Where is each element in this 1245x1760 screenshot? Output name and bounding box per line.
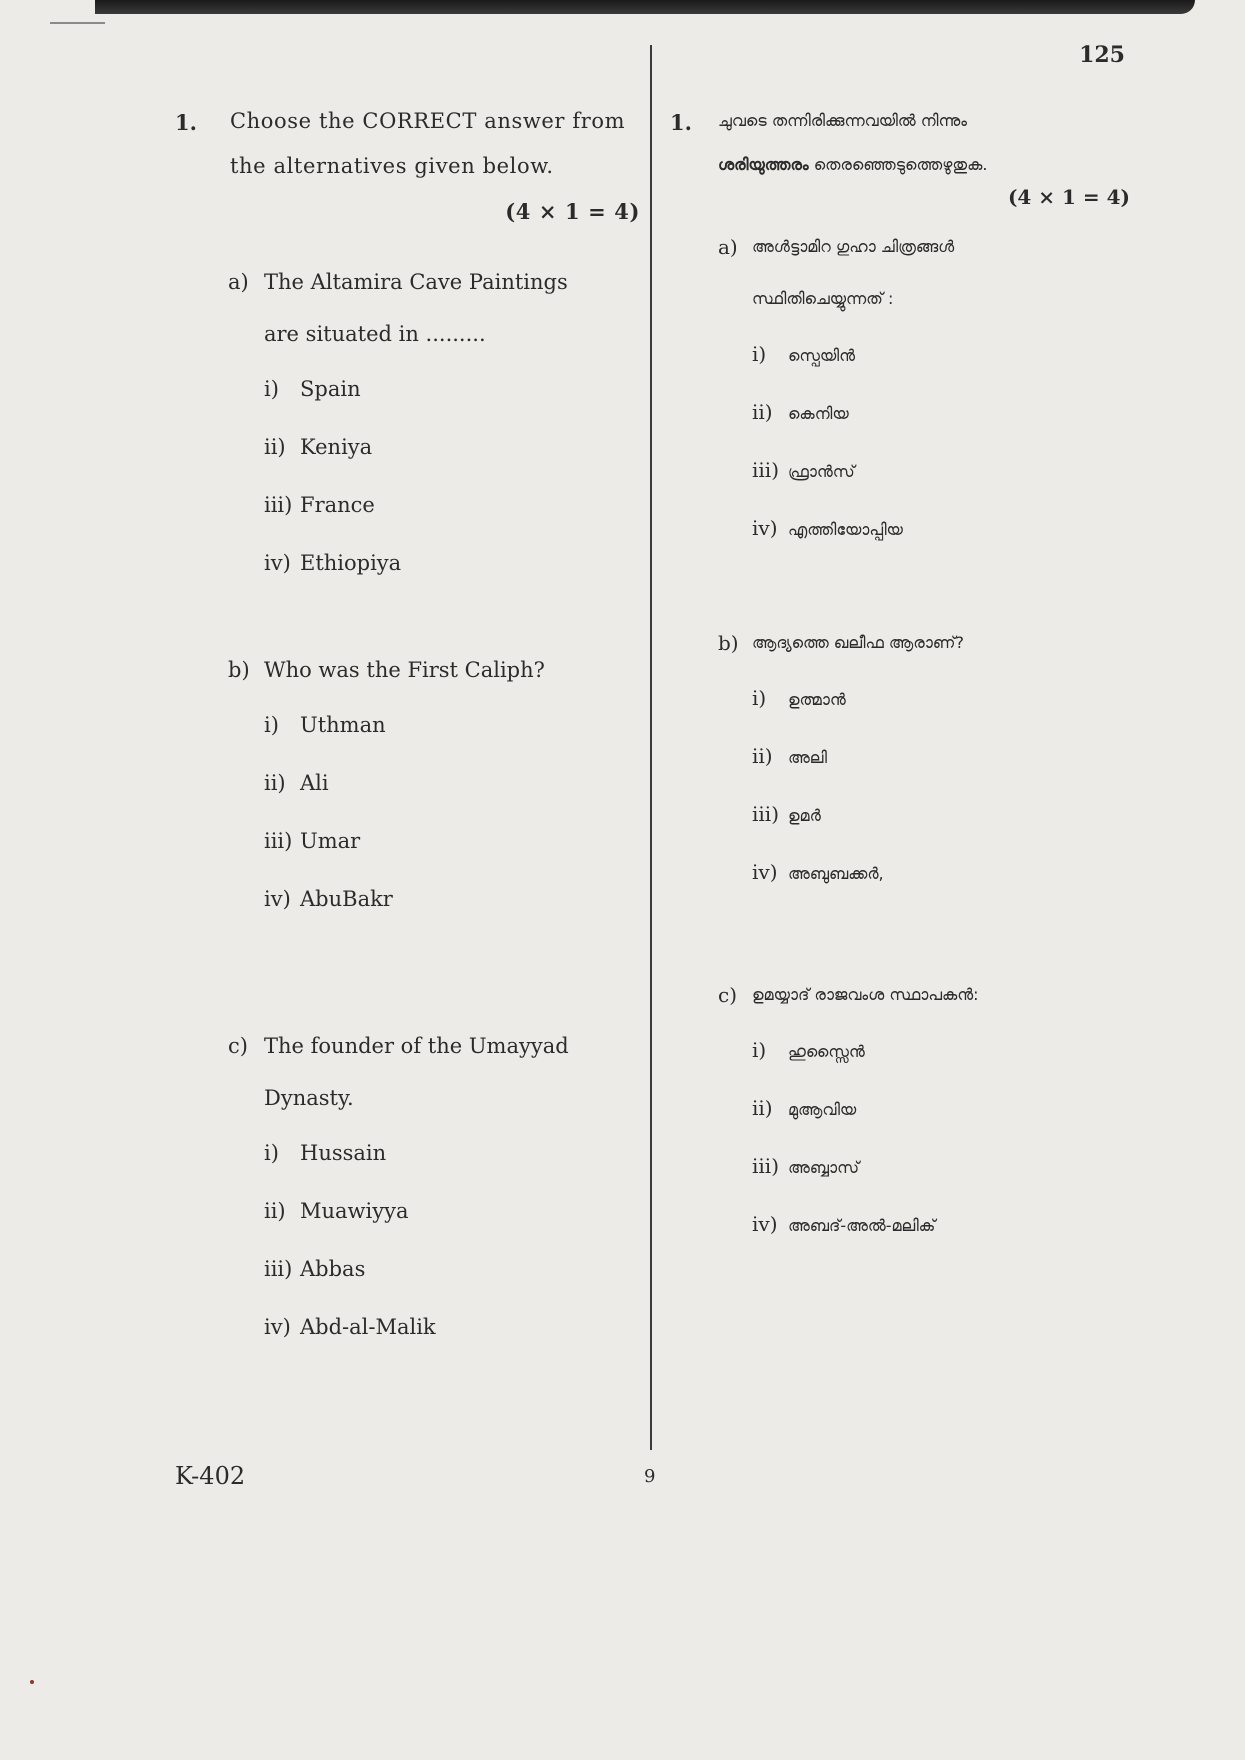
option-label: iii) <box>752 1154 779 1178</box>
sub-question-text <box>228 256 640 360</box>
sub-line-2: Dynasty. <box>264 1086 354 1110</box>
option <box>264 1124 640 1182</box>
footer-page-number: 9 <box>644 1466 656 1487</box>
option-text: അബ്ബാസ് <box>788 1158 860 1177</box>
option-text: ഫ്രാൻസ് <box>788 462 855 481</box>
option-label: iv) <box>264 551 291 575</box>
sub-question-text <box>228 644 640 696</box>
option <box>264 812 640 870</box>
option <box>264 476 640 534</box>
option-label: i) <box>752 342 767 366</box>
option-text: എത്തിയോപ്പിയ <box>788 520 903 539</box>
sub-line-1: Who was the First Caliph? <box>264 658 545 682</box>
option-label: iv) <box>264 1315 291 1339</box>
option <box>264 1298 640 1356</box>
option-text: അബദ്-അൽ-മലിക് <box>788 1216 936 1235</box>
option <box>264 1182 640 1240</box>
option-text: France <box>300 493 375 517</box>
column-divider <box>650 45 652 1450</box>
sub-label: c) <box>718 983 738 1007</box>
option-label: i) <box>264 1141 279 1165</box>
question-1-header <box>175 110 640 234</box>
sub-question-b-ml <box>718 617 1130 901</box>
option-label: iv) <box>752 516 778 540</box>
sub-question-text <box>228 1020 640 1124</box>
sub-label: b) <box>228 658 250 682</box>
option-text: ഹുസ്സൈൻ <box>788 1042 865 1061</box>
sub-line-1: ഉമയ്യാദ് രാജവംശ സ്ഥാപകൻ: <box>752 985 979 1004</box>
option-label: iv) <box>752 860 778 884</box>
sub-line-1: അൾട്ടാമിറ ഗുഹാ ചിത്രങ്ങൾ <box>752 237 955 256</box>
option-text: Abd-al-Malik <box>300 1315 436 1339</box>
option <box>752 727 1130 785</box>
option-label: iv) <box>752 1212 778 1236</box>
option-label: iii) <box>264 1257 293 1281</box>
scan-speck <box>30 1680 34 1684</box>
marks-label: (4 × 1 = 4) <box>1007 185 1130 209</box>
option-text: Abbas <box>300 1257 366 1281</box>
option-label: i) <box>752 686 767 710</box>
malayalam-column <box>670 110 1130 1253</box>
sub-line-1: The Altamira Cave Paintings <box>264 270 568 294</box>
option-text: Umar <box>300 829 361 853</box>
instruction-text: Choose the CORRECT answer from the alternatives given below. <box>230 109 626 178</box>
sub-label: a) <box>228 270 249 294</box>
option <box>752 325 1130 383</box>
sub-line-2: സ്ഥിതിചെയ്യുന്നത് : <box>752 289 894 308</box>
option-text: Muawiyya <box>300 1199 409 1223</box>
option-label: iii) <box>752 802 779 826</box>
sub-question-b <box>228 644 640 928</box>
marks-label: (4 × 1 = 4) <box>505 199 640 224</box>
instruction-rest: തെരഞ്ഞെടുത്തെഴുതുക. <box>808 155 988 174</box>
options-list <box>752 325 1130 557</box>
margin-mark <box>50 22 105 24</box>
option <box>752 441 1130 499</box>
option-label: i) <box>264 713 279 737</box>
option-text: അലി <box>788 748 827 767</box>
sub-label: a) <box>718 235 738 259</box>
sub-question-c-ml <box>718 969 1130 1253</box>
option-text: Keniya <box>300 435 373 459</box>
option <box>752 1021 1130 1079</box>
option <box>752 1137 1130 1195</box>
option-label: i) <box>264 377 279 401</box>
option-text: കെനിയ <box>788 404 849 423</box>
option-text: Uthman <box>300 713 386 737</box>
options-list <box>264 1124 640 1356</box>
option-text: സ്പെയിൻ <box>788 346 856 365</box>
option-label: iii) <box>264 493 293 517</box>
english-column <box>175 110 640 1356</box>
option-text: AbuBakr <box>300 887 393 911</box>
options-list <box>264 696 640 928</box>
option-text: അബുബക്കർ, <box>788 864 884 883</box>
question-number: 1. <box>175 110 197 135</box>
option-label: ii) <box>264 1199 286 1223</box>
option-label: iii) <box>264 829 293 853</box>
option-label: ii) <box>752 400 773 424</box>
option <box>752 785 1130 843</box>
option <box>264 418 640 476</box>
option-text: Ethiopiya <box>300 551 402 575</box>
option-label: i) <box>752 1038 767 1062</box>
question-1-header-ml <box>670 110 1130 219</box>
options-list <box>752 1021 1130 1253</box>
option <box>752 499 1130 557</box>
option-label: ii) <box>264 435 286 459</box>
page-number: 125 <box>1079 42 1125 68</box>
option-label: iii) <box>752 458 779 482</box>
sub-question-text <box>718 221 1130 325</box>
option <box>752 1195 1130 1253</box>
sub-question-text <box>718 617 1130 669</box>
option <box>752 383 1130 441</box>
page-top-edge <box>95 0 1195 14</box>
question-instruction <box>230 99 640 234</box>
sub-label: c) <box>228 1034 248 1058</box>
question-instruction <box>718 99 1130 219</box>
option-label: iv) <box>264 887 291 911</box>
sub-label: b) <box>718 631 739 655</box>
option <box>264 360 640 418</box>
option <box>264 696 640 754</box>
option <box>752 669 1130 727</box>
sub-question-a <box>228 256 640 592</box>
sub-line-2: are situated in ......... <box>264 322 486 346</box>
sub-line-1: ആദ്യത്തെ ഖലീഫ ആരാണ്? <box>752 633 964 652</box>
question-number: 1. <box>670 110 692 135</box>
option <box>264 1240 640 1298</box>
option-label: ii) <box>264 771 286 795</box>
option-text: Hussain <box>300 1141 387 1165</box>
option <box>752 843 1130 901</box>
sub-question-text <box>718 969 1130 1021</box>
option <box>264 870 640 928</box>
option <box>264 754 640 812</box>
option-text: Spain <box>300 377 361 401</box>
option <box>752 1079 1130 1137</box>
sub-line-1: The founder of the Umayyad <box>264 1034 569 1058</box>
option <box>264 534 640 592</box>
instruction-bold: ശരിയുത്തരം <box>718 155 809 174</box>
sub-question-a-ml <box>718 221 1130 557</box>
option-label: ii) <box>752 1096 773 1120</box>
option-text: Ali <box>300 771 329 795</box>
option-text: ഉമർ <box>788 806 821 825</box>
paper-code: K-402 <box>175 1462 246 1490</box>
sub-question-c <box>228 1020 640 1356</box>
options-list <box>752 669 1130 901</box>
instruction-line-1: ചുവടെ തന്നിരിക്കുന്നവയിൽ നിന്നും <box>718 111 967 130</box>
option-text: ഉത്മാൻ <box>788 690 846 709</box>
option-label: ii) <box>752 744 773 768</box>
option-text: മുആവിയ <box>788 1100 857 1119</box>
options-list <box>264 360 640 592</box>
